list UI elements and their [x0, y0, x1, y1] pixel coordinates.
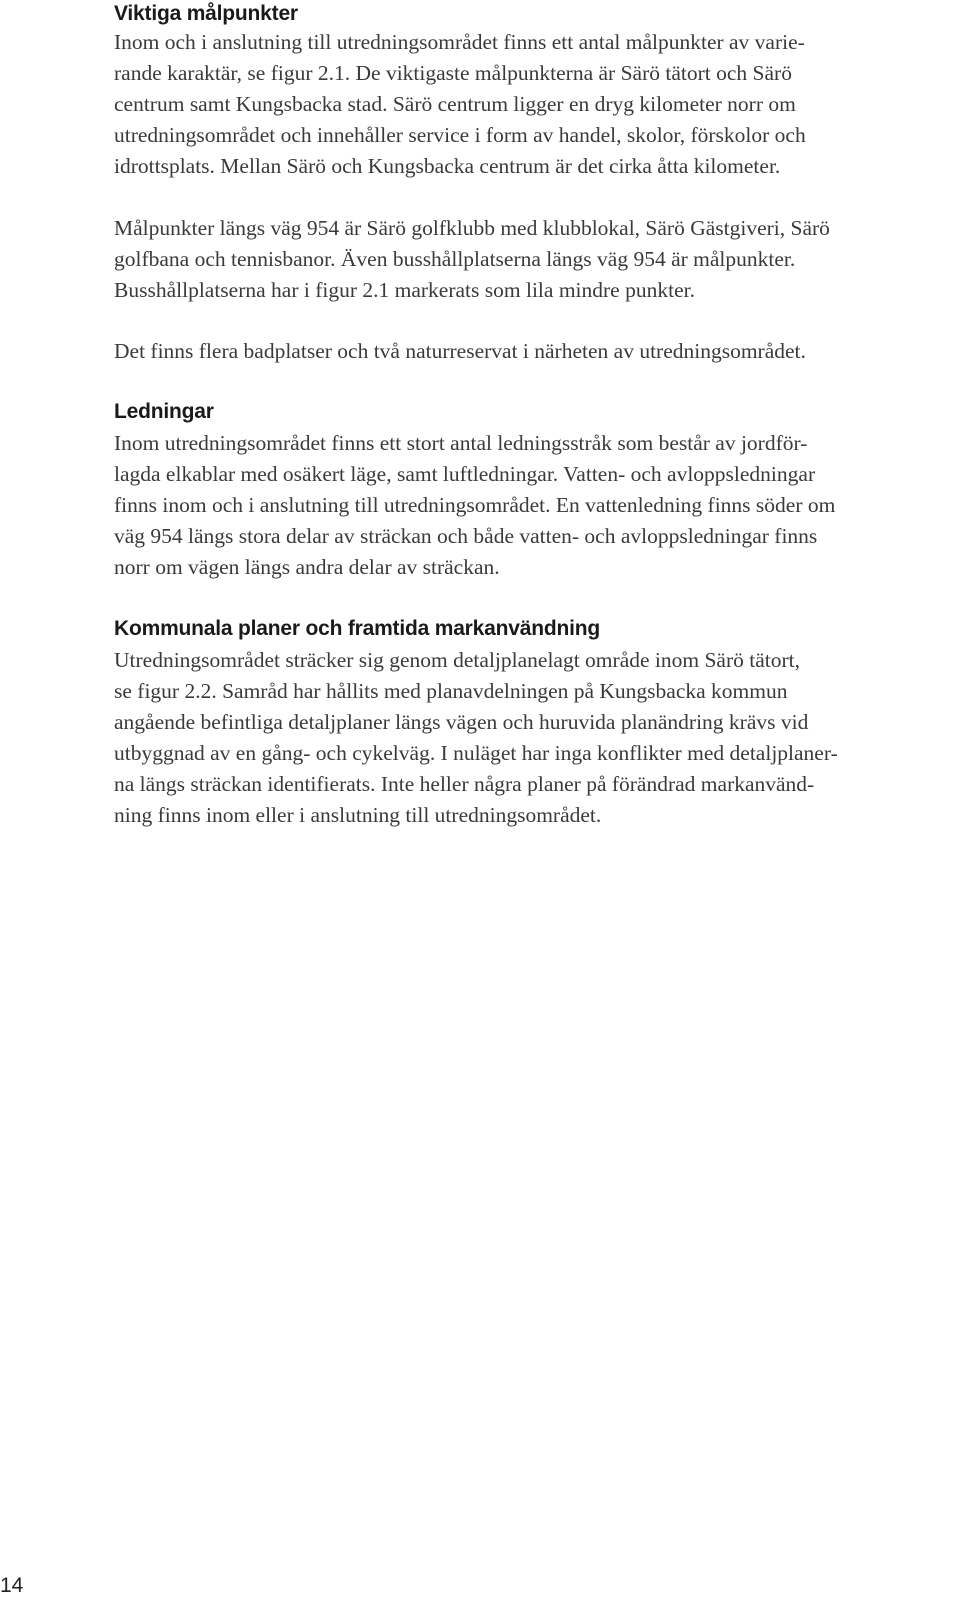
text-line: ning finns inom eller i anslutning till utredningsområdet. [114, 803, 602, 827]
text-line: centrum samt Kungsbacka stad. Särö centrum ligger en dryg kilometer norr om [114, 92, 796, 116]
page-number: 14 [0, 1574, 24, 1597]
text-line: finns inom och i anslutning till utredningsområdet. En vattenledning finns söder om [114, 493, 836, 517]
text-line: na längs sträckan identifierats. Inte heller några planer på förändrad markanvänd- [114, 772, 815, 796]
text-line: se figur 2.2. Samråd har hållits med planavdelningen på Kungsbacka kommun [114, 679, 788, 703]
text-line: Busshållplatserna har i figur 2.1 markerats som lila mindre punkter. [114, 278, 695, 302]
section-heading-viktiga-malpunkter: Viktiga målpunkter [114, 2, 298, 25]
text-line: Inom och i anslutning till utredningsområdet finns ett antal målpunkter av varie- [114, 30, 805, 54]
text-line: angående befintliga detaljplaner längs vägen och huruvida planändring krävs vid [114, 710, 809, 734]
text-line: Målpunkter längs väg 954 är Särö golfklubb med klubblokal, Särö Gästgiveri, Särö [114, 216, 830, 240]
section-heading-kommunala-planer: Kommunala planer och framtida markanvändning [114, 617, 600, 640]
paragraph-kommunala-planer [114, 645, 838, 831]
paragraph-malpunkter-intro [114, 27, 806, 182]
text-line: Det finns flera badplatser och två naturreservat i närheten av utredningsområdet. [114, 339, 806, 363]
text-line: lagda elkablar med osäkert läge, samt luftledningar. Vatten- och avloppsledningar [114, 462, 816, 486]
text-line: golfbana och tennisbanor. Även busshållplatserna längs väg 954 är målpunkter. [114, 247, 796, 271]
text-line: rande karaktär, se figur 2.1. De viktigaste målpunkterna är Särö tätort och Särö [114, 61, 792, 85]
paragraph-badplatser [114, 336, 806, 367]
text-line: utbyggnad av en gång- och cykelväg. I nuläget har inga konflikter med detaljplaner- [114, 741, 838, 765]
text-line: Inom utredningsområdet finns ett stort antal ledningsstråk som består av jordför- [114, 431, 808, 455]
paragraph-ledningar [114, 428, 835, 583]
text-line: norr om vägen längs andra delar av sträckan. [114, 555, 500, 579]
text-line: idrottsplats. Mellan Särö och Kungsbacka centrum är det cirka åtta kilometer. [114, 154, 781, 178]
text-line: Utredningsområdet sträcker sig genom detaljplanelagt område inom Särö tätort, [114, 648, 801, 672]
text-line: utredningsområdet och innehåller service i form av handel, skolor, förskolor och [114, 123, 806, 147]
section-heading-ledningar: Ledningar [114, 400, 214, 423]
text-line: väg 954 längs stora delar av sträckan och både vatten- och avloppsledningar finns [114, 524, 818, 548]
paragraph-malpunkter-vag-954 [114, 213, 830, 306]
